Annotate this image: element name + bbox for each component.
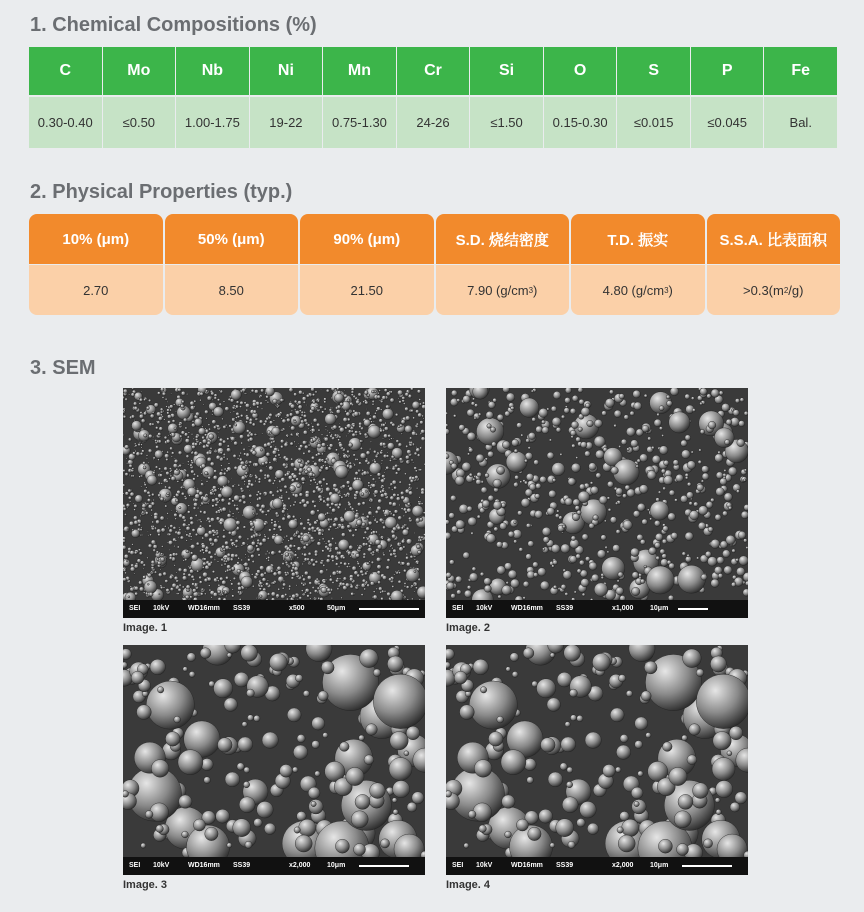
sem-texture [123,388,425,600]
sem-image-1 [123,388,425,618]
phys-value-suffix: ) [533,282,538,298]
sem-label: x1,000 [612,605,634,612]
sem-label: 10kV [153,862,170,869]
sem-info-bar [446,600,748,618]
phys-header-cell: 50% (μm) [165,214,299,264]
chemical-composition-table [29,47,837,148]
chem-value-row [29,97,837,148]
sem-label: 10μm [650,862,669,869]
sem-label: SEI [452,862,464,869]
phys-value-cell: 2.70 [29,264,163,315]
chem-value-cell: 19-22 [250,97,324,148]
chem-value-cell: Bal. [764,97,837,148]
chem-header-cell: Cr [397,47,471,95]
chem-value-cell: ≤0.015 [617,97,691,148]
chem-value-cell: 24-26 [397,97,471,148]
sem-label: SEI [452,605,464,612]
sem-label: WD16mm [511,605,543,612]
sem-label: 50μm [327,605,346,612]
sem-label: 10μm [650,605,669,612]
phys-column [707,214,841,315]
chem-value-cell: ≤1.50 [470,97,544,148]
chem-header-row [29,47,837,97]
phys-value-cell: 21.50 [300,264,434,315]
sem-label: SS39 [233,862,251,869]
superscript: 3 [664,285,669,295]
sem-info-bar [446,857,748,875]
sem-label: x2,000 [289,862,311,869]
sem-section-title: 3. SEM [30,357,96,379]
sem-label: WD16mm [188,605,220,612]
sem-label: 10μm [327,862,346,869]
chem-value-cell: ≤0.50 [103,97,177,148]
sem-label: SS39 [233,605,251,612]
chem-header-cell: O [544,47,618,95]
chem-value-cell: 0.15-0.30 [544,97,618,148]
chem-value-cell: ≤0.045 [691,97,765,148]
sem-info-bar [123,857,425,875]
phys-value-cell [571,264,705,315]
scale-bar [359,865,409,867]
phys-column [300,214,434,315]
phys-value-text: 4.80 (g/cm [602,282,665,298]
chem-header-cell: Si [470,47,544,95]
chem-value-cell: 0.30-0.40 [29,97,103,148]
chem-header-cell: P [691,47,765,95]
sem-label: SS39 [556,605,574,612]
sem-info-bar [123,600,425,618]
phys-header-cell: 90% (μm) [300,214,434,264]
chem-section-title: 1. Chemical Compositions (%) [30,14,317,36]
sem-caption: Image. 3 [123,879,168,891]
sem-label: x2,000 [612,862,634,869]
chem-header-cell: C [29,47,103,95]
phys-value-text: 7.90 (g/cm [467,282,529,298]
sem-caption: Image. 2 [446,622,491,634]
sem-texture [123,645,425,857]
phys-column [436,214,570,315]
scale-bar [678,608,708,610]
phys-value-cell [707,264,841,315]
phys-header-cell: 10% (μm) [29,214,163,264]
sem-image-3 [123,645,425,875]
sem-label: x500 [289,605,305,612]
phys-column [29,214,163,315]
phys-value-suffix: /g) [788,282,804,298]
physical-properties-table [29,214,840,315]
sem-texture [446,388,748,600]
phys-column [571,214,705,315]
chem-header-cell: Mn [323,47,397,95]
superscript: 3 [528,285,534,295]
chem-header-cell: Ni [250,47,324,95]
sem-label: WD16mm [188,862,220,869]
chem-header-cell: S [617,47,691,95]
scale-bar [359,608,419,610]
sem-caption: Image. 1 [123,622,168,634]
phys-value-cell: 8.50 [165,264,299,315]
chem-header-cell: Fe [764,47,837,95]
sem-label: WD16mm [511,862,543,869]
sem-label: SEI [129,605,141,612]
phys-header-cell: T.D. 振实 [571,214,705,264]
phys-value-text: >0.3(m [743,282,784,298]
chem-header-cell: Mo [103,47,177,95]
phys-value-cell [436,264,570,315]
chem-value-cell: 1.00-1.75 [176,97,250,148]
sem-texture [446,645,748,857]
sem-label: 10kV [476,605,493,612]
chem-header-cell: Nb [176,47,250,95]
scale-bar [682,865,732,867]
phys-column [165,214,299,315]
superscript: 2 [783,285,789,295]
phys-header-cell: S.S.A. 比表面积 [707,214,841,264]
sem-image-4 [446,645,748,875]
phys-section-title: 2. Physical Properties (typ.) [30,181,293,203]
sem-label: 10kV [476,862,493,869]
sem-label: SS39 [556,862,574,869]
sem-label: SEI [129,862,141,869]
phys-value-suffix: ) [668,282,673,298]
sem-caption: Image. 4 [446,879,491,891]
sem-image-2 [446,388,748,618]
sem-label: 10kV [153,605,170,612]
chem-value-cell: 0.75-1.30 [323,97,397,148]
phys-header-cell: S.D. 烧结密度 [436,214,570,264]
